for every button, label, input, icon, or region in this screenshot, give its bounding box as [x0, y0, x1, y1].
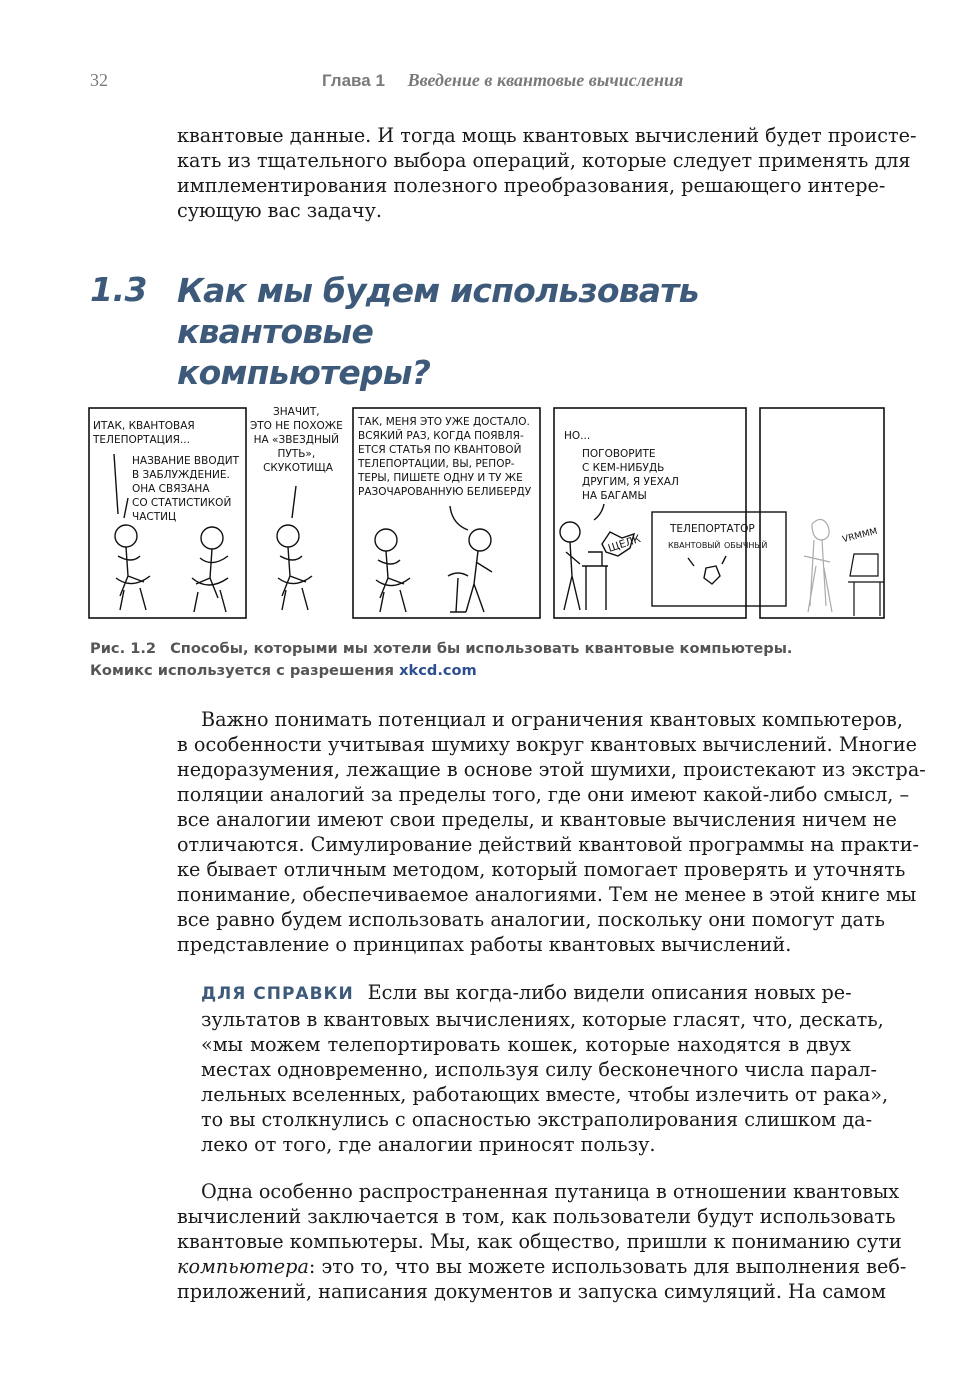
- section-title: [177, 270, 897, 393]
- click-sound: ЩЕЛК: [606, 533, 643, 555]
- text-line: [177, 1254, 907, 1279]
- page-number: 32: [90, 70, 108, 90]
- note-label: ДЛЯ СПРАВКИ: [201, 984, 354, 1004]
- figure-caption: [90, 638, 910, 682]
- device-title: ТЕЛЕПОРТАТОР: [670, 523, 755, 535]
- reference-note: [201, 980, 889, 1157]
- text-line: квантовые данные. И тогда мощь квантовых вычислений будет происте-: [177, 124, 917, 147]
- comic-line: РАЗОЧАРОВАННУЮ БЕЛИБЕРДУ: [358, 486, 532, 498]
- text-line: поляции аналогий за пределы того, где они имеют какой-либо смысл, –: [177, 783, 910, 806]
- emphasis: компьютера: [177, 1255, 309, 1278]
- caption-line-1: [90, 638, 910, 660]
- comic-line: СО СТАТИСТИКОЙ: [132, 497, 232, 509]
- text-line: представление о принципах работы квантовых вычислений.: [177, 933, 792, 956]
- comic-line: НА БАГАМЫ: [582, 490, 647, 502]
- text-line: кать из тщательного выбора операций, которые следует применять для: [177, 149, 911, 172]
- comic-text: [582, 448, 682, 502]
- text-line: вычислений заключается в том, как пользователи будут использовать: [177, 1205, 896, 1228]
- section-number: 1.3: [90, 270, 147, 309]
- text-run: : это то, что вы можете использовать для выполнения веб-: [308, 1255, 907, 1278]
- text-line: леко от того, где аналогии приносят пользу.: [201, 1133, 656, 1156]
- text-line: имплементирования полезного преобразования, решающего интере-: [177, 174, 886, 197]
- comic-line: НО...: [564, 430, 591, 442]
- section-title-line: компьютеры?: [177, 353, 431, 392]
- stick-figures: [277, 486, 312, 610]
- text-line: местах одновременно, используя силу бесконечного числа парал-: [201, 1058, 877, 1081]
- comic-text: [564, 430, 590, 442]
- running-head: [322, 70, 683, 91]
- device-label-right: ОБЫЧНЫЙ: [724, 541, 768, 550]
- comic-line: ТЕЛЕПОРТАЦИИ, ВЫ, РЕПОР-: [358, 458, 515, 470]
- comic-line: С КЕМ-НИБУДЬ: [582, 462, 665, 474]
- comic-line: ПУТЬ»,: [277, 448, 316, 460]
- comic-scene: [560, 504, 786, 610]
- comic-strip: [88, 406, 886, 620]
- note-text: Если вы когда-либо видели описания новых ре-: [367, 981, 852, 1004]
- caption-line-2: [90, 660, 910, 682]
- note-first-line: [201, 980, 851, 1007]
- text-line: понимание, обеспечиваемое аналогиями. Тем не менее в этой книге мы: [177, 883, 917, 906]
- text-line: ке бывает отличным методом, который помогает проверять и уточнять: [177, 858, 906, 881]
- comic-line: В ЗАБЛУЖДЕНИЕ.: [132, 469, 230, 481]
- stick-figures: [375, 506, 492, 612]
- comic-text: [92, 420, 198, 446]
- text-line: лельных вселенных, работающих вместе, чтобы излечить от рака»,: [201, 1083, 889, 1106]
- text-line: в особенности учитывая шумиху вокруг квантовых вычислений. Многие: [177, 733, 918, 756]
- comic-panel-5: [760, 408, 884, 618]
- text-line: все аналогии имеют свои пределы, и квантовые вычисления ничем не: [177, 808, 897, 831]
- xkcd-link[interactable]: xkcd.com: [399, 662, 477, 679]
- body-paragraph: [177, 1179, 907, 1304]
- text-line: то вы столкнулись с опасностью экстраполирования слишком да-: [201, 1108, 873, 1131]
- caption-text: Способы, которыми мы хотели бы использовать квантовые компьютеры.: [170, 640, 793, 657]
- text-line: зультатов в квантовых вычислениях, которые гласят, что, дескать,: [201, 1008, 884, 1031]
- section-title-line: Как мы будем использовать квантовые: [177, 271, 699, 351]
- comic-line: ТЕЛЕПОРТАЦИЯ...: [93, 434, 190, 446]
- comic-line: СКУКОТИЩА: [263, 462, 333, 474]
- text-line: Важно понимать потенциал и ограничения квантовых компьютеров,: [201, 708, 903, 731]
- comic-line: ДРУГИМ, Я УЕХАЛ: [582, 476, 679, 488]
- caption-text: Комикс используется с разрешения: [90, 662, 395, 679]
- body-paragraph: [177, 707, 926, 957]
- comic-text: [250, 406, 346, 474]
- text-line: недоразумения, лежащие в основе этой шумихи, проистекают из экстра-: [177, 758, 926, 781]
- sound-effect: VRMMM: [841, 526, 879, 546]
- chapter-label: Глава 1: [322, 71, 385, 90]
- comic-line: ТАК, МЕНЯ ЭТО УЖЕ ДОСТАЛО.: [358, 416, 530, 428]
- text-line: все равно будем использовать аналогии, поскольку они помогут дать: [177, 908, 885, 931]
- comic-line: ЕТСЯ СТАТЬЯ ПО КВАНТОВОЙ: [358, 444, 522, 456]
- comic-line: ИТАК, КВАНТОВАЯ: [93, 420, 195, 432]
- text-line: сующую вас задачу.: [177, 199, 382, 222]
- comic-line: НА «ЗВЕЗДНЫЙ: [253, 434, 340, 446]
- comic-line: ЧАСТИЦ: [132, 511, 177, 523]
- comic-line: ЗНАЧИТ,: [273, 406, 320, 418]
- text-line: Одна особенно распространенная путаница в отношении квантовых: [201, 1180, 900, 1203]
- device-label-left: КВАНТОВЫЙ: [668, 541, 721, 550]
- comic-text: [357, 416, 533, 498]
- intro-paragraph: [177, 123, 917, 223]
- comic-line: ПОГОВОРИТЕ: [582, 448, 656, 460]
- text-line: квантовые компьютеры. Мы, как общество, пришли к пониманию сути: [177, 1230, 902, 1253]
- comic-line: ЭТО НЕ ПОХОЖЕ: [249, 420, 343, 432]
- text-line: «мы можем телепортировать кошек, которые находятся в двух: [201, 1033, 851, 1056]
- comic-text: [132, 455, 242, 523]
- comic-line: ВСЯКИЙ РАЗ, КОГДА ПОЯВЛЯ-: [358, 430, 524, 442]
- comic-line: ОНА СВЯЗАНА: [132, 483, 210, 495]
- figure-label: Рис. 1.2: [90, 640, 157, 657]
- text-line: отличаются. Симулирование действий квантовой программы на практи-: [177, 833, 919, 856]
- comic-line: НАЗВАНИЕ ВВОДИТ: [132, 455, 240, 467]
- text-line: приложений, написания документов и запуска симуляций. На самом: [177, 1280, 886, 1303]
- chapter-title: Введение в квантовые вычисления: [407, 70, 684, 90]
- comic-line: ТЕРЫ, ПИШЕТЕ ОДНУ И ТУ ЖЕ: [358, 472, 523, 484]
